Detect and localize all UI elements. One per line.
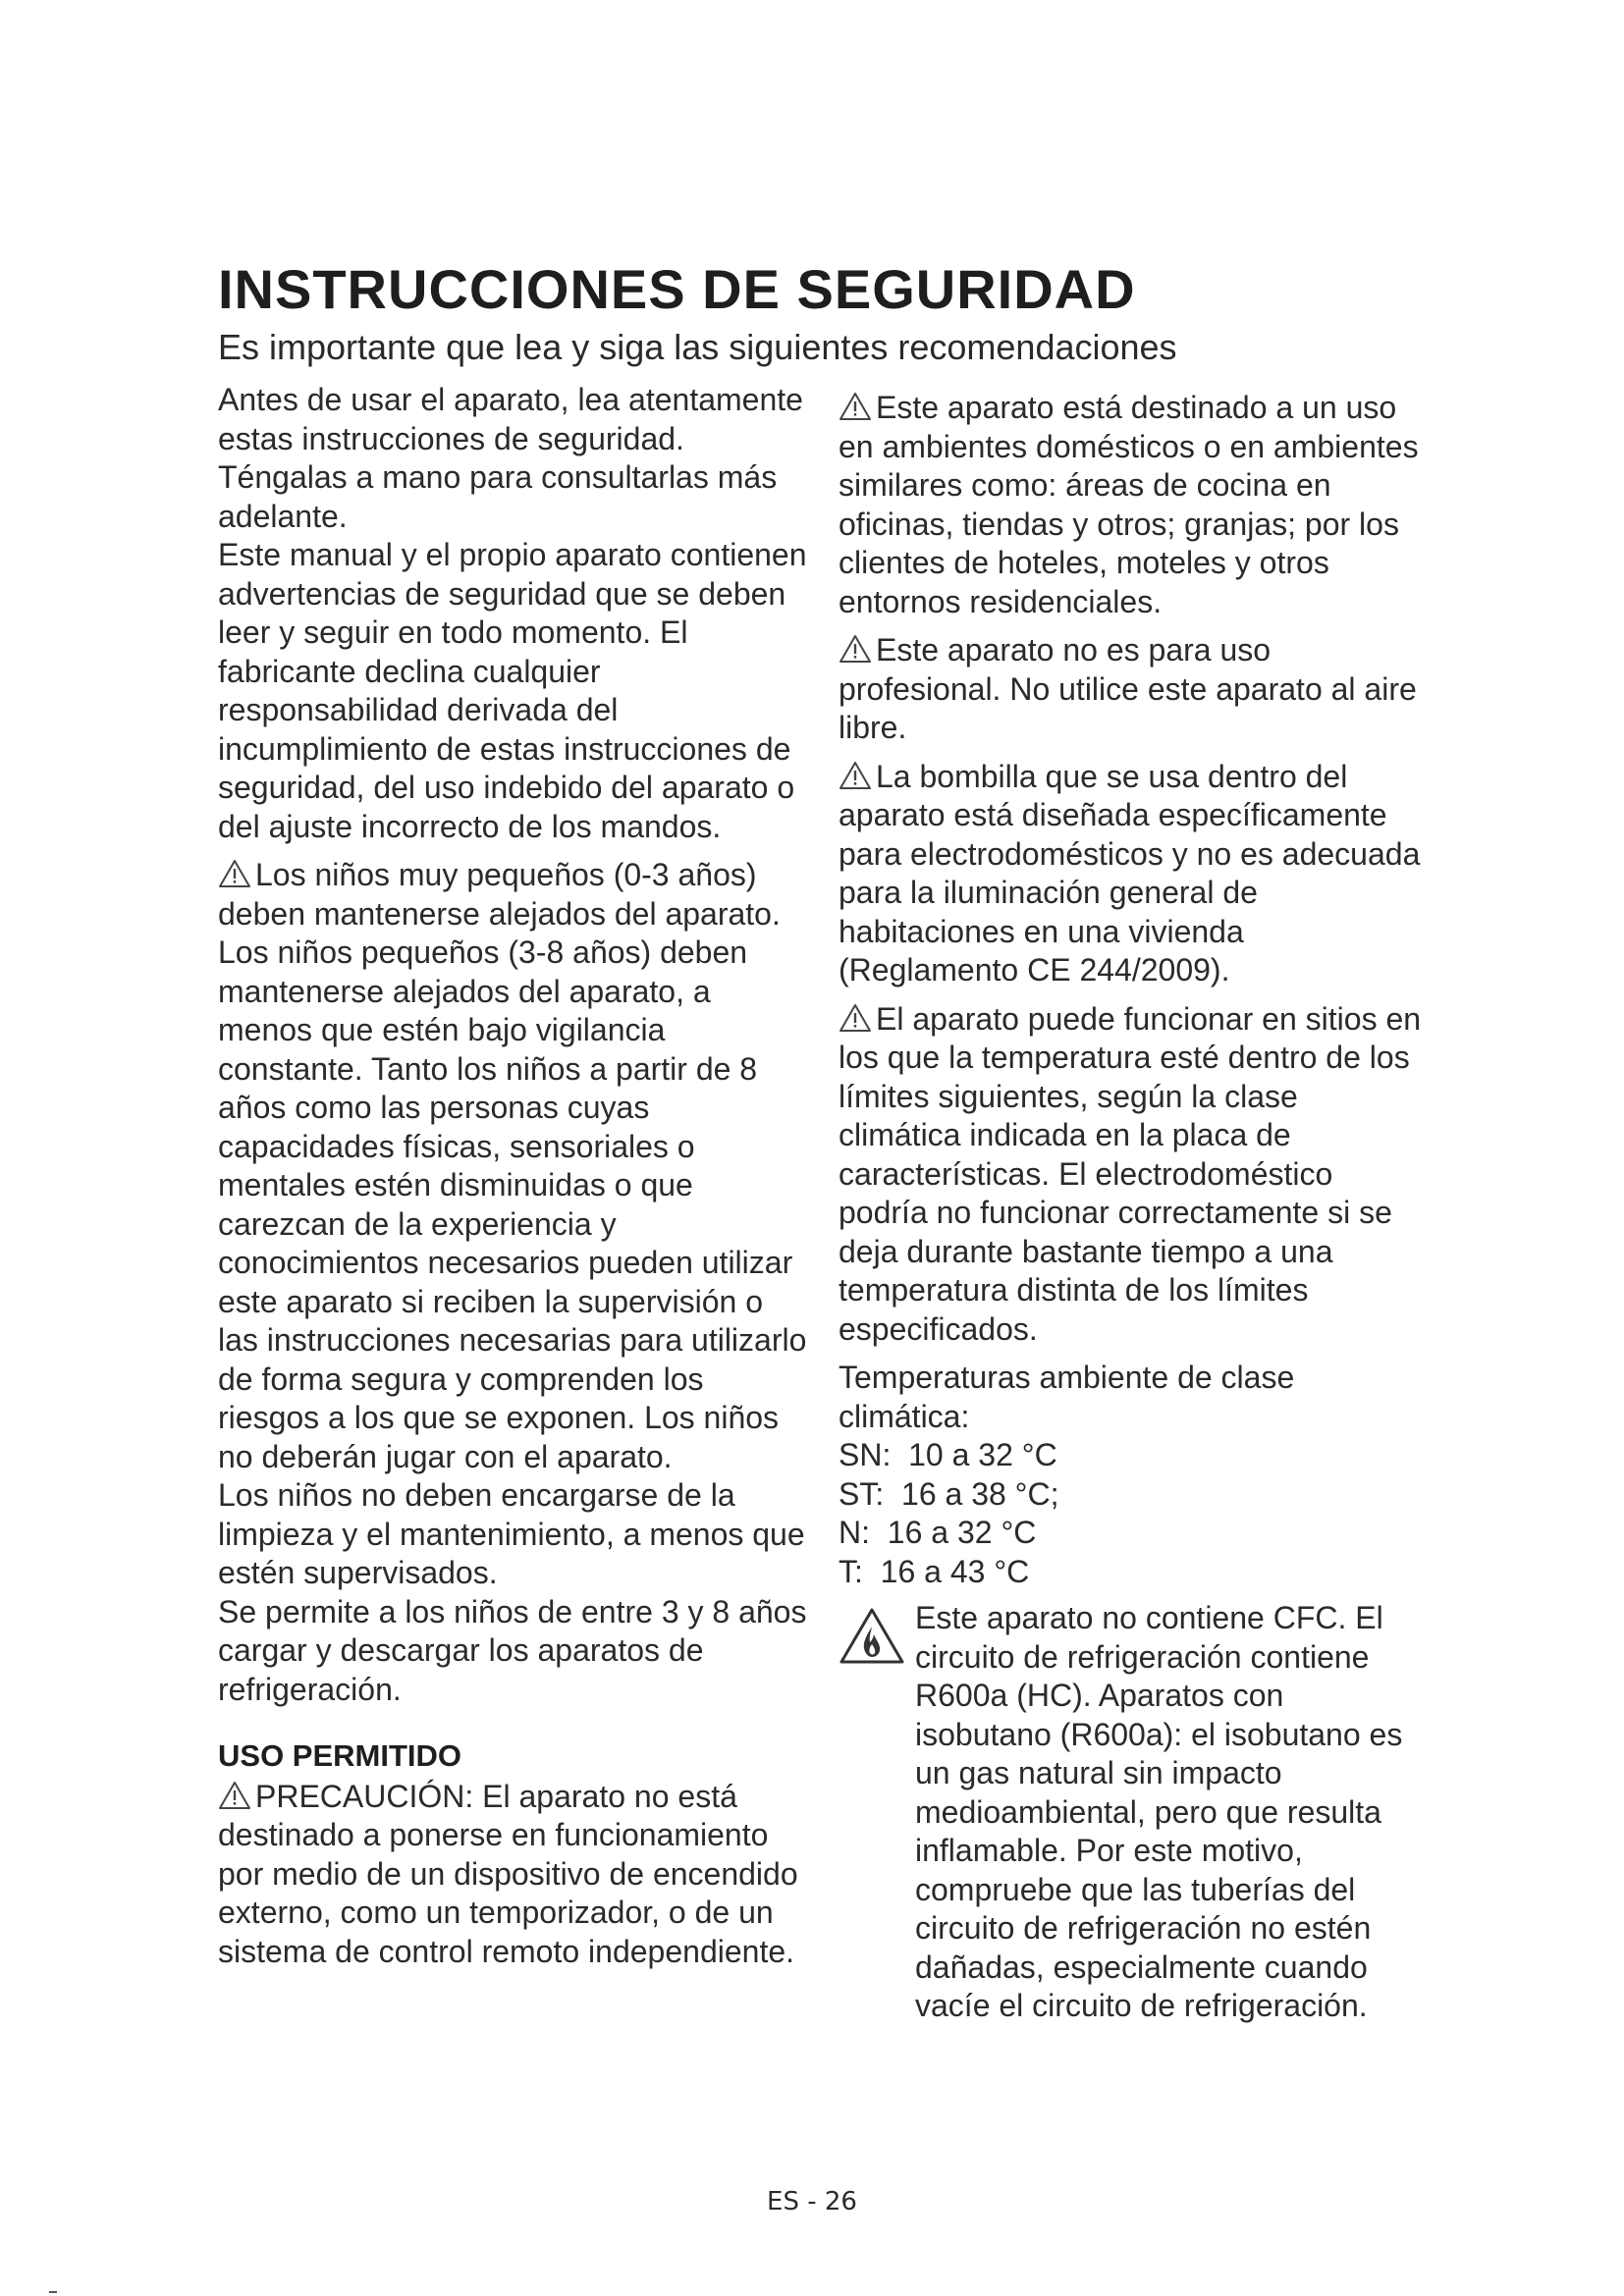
climate-class-list <box>839 1436 1428 1591</box>
not-professional-paragraph <box>839 631 1428 748</box>
children-cleaning-paragraph: Los niños no deben encargarse de la limpieza y el mantenimiento, a menos que estén supervisados. <box>218 1477 805 1590</box>
caution-text: PRECAUCIÓN: El aparato no está destinado a ponerse en funcionamiento por medio de un dispositivo de encendido externo, como un temporizador, o de un sistema de control remoto independiente. <box>218 1778 798 1969</box>
left-column <box>218 381 807 1971</box>
warning-triangle-icon <box>839 1003 872 1033</box>
page-number: ES - 26 <box>767 2187 857 2216</box>
cfc-notice-block <box>839 1599 1428 2026</box>
page-subtitle: Es importante que lea y siga las siguientes recomendaciones <box>218 327 1177 367</box>
page-title: INSTRUCCIONES DE SEGURIDAD <box>218 258 1136 320</box>
temperature-limits-paragraph <box>839 1000 1428 1350</box>
section-heading-permitted-use: USO PERMITIDO <box>218 1738 462 1773</box>
climate-class-n: N: 16 a 32 °C <box>839 1515 1037 1550</box>
climate-class-t: T: 16 a 43 °C <box>839 1553 1030 1589</box>
warning-triangle-icon <box>839 634 872 664</box>
not-professional-text: Este aparato no es para uso profesional. No utilice este aparato al aire libre. <box>839 632 1417 745</box>
intro-paragraph: Antes de usar el aparato, lea atentamente estas instrucciones de seguridad. Téngalas a mano para consultarlas más adelante. <box>218 382 803 534</box>
temperature-limits-text: El aparato puede funcionar en sitios en los que la temperatura esté dentro de los límites siguientes, según la clase climática indicada en la placa de características. El electrodoméstico podría no funcionar correctamente si se deja durante bastante tiempo a una temperatura distinta de los límites especificados. <box>839 1000 1422 1347</box>
manual-paragraph: Este manual y el propio aparato contienen advertencias de seguridad que se deben leer y seguir en todo momento. El fabricante declina cualquier responsabilidad derivada del incumplimiento de estas instrucciones de seguridad, del uso indebido del aparato o del ajuste incorrecto de los mandos. <box>218 537 807 844</box>
margin-mark <box>49 2291 57 2293</box>
climate-class-sn: SN: 10 a 32 °C <box>839 1437 1057 1472</box>
climate-class-st: ST: 16 a 38 °C; <box>839 1475 1059 1512</box>
domestic-use-paragraph <box>839 389 1428 621</box>
children-loading-paragraph: Se permite a los niños de entre 3 y 8 años cargar y descargar los aparatos de refrigeración. <box>218 1593 807 1707</box>
bulb-paragraph <box>839 758 1428 990</box>
children-warning-paragraph <box>218 856 807 1476</box>
caution-paragraph <box>218 1778 807 1972</box>
right-column <box>839 389 1428 2026</box>
children-warning-text: Los niños muy pequeños (0-3 años) deben mantenerse alejados del aparato. Los niños pequeños (3-8 años) deben mantenerse alejados del aparato, a menos que estén bajo vigilancia constante. Tanto los niños a partir de 8 años como las personas cuyas capacidades físicas, sensoriales o mentales estén disminuidas o que carezcan de la experiencia y conocimientos necesarios pueden utilizar este aparato si reciben la supervisión o las instrucciones necesarias para utilizarlo de forma segura y comprenden los riesgos a los que se exponen. Los niños no deberán jugar con el aparato. <box>218 857 807 1474</box>
warning-triangle-icon <box>839 392 872 421</box>
bulb-text: La bombilla que se usa dentro del aparato está diseñada específicamente para electrodomésticos y no es adecuada para la iluminación general de habitaciones en una vivienda (Reglamento CE 244/2009). <box>839 758 1421 988</box>
flammable-warning-icon <box>839 1607 905 1666</box>
climate-heading: Temperaturas ambiente de clase climática: <box>839 1360 1295 1434</box>
warning-triangle-icon <box>218 1781 251 1810</box>
warning-triangle-icon <box>839 761 872 790</box>
domestic-use-text: Este aparato está destinado a un uso en ambientes domésticos o en ambientes similares como: áreas de cocina en oficinas, tiendas y otros; granjas; por los clientes de hoteles, moteles y otros entornos residenciales. <box>839 390 1419 619</box>
cfc-notice-text: Este aparato no contiene CFC. El circuito de refrigeración contiene R600a (HC). Aparatos con isobutano (R600a): el isobutano es un gas natural sin impacto medioambiental, pero que resulta inflamable. Por este motivo, compruebe que las tuberías del circuito de refrigeración no estén dañadas, especialmente cuando vacíe el circuito de refrigeración. <box>915 1600 1403 2023</box>
warning-triangle-icon <box>218 859 251 888</box>
